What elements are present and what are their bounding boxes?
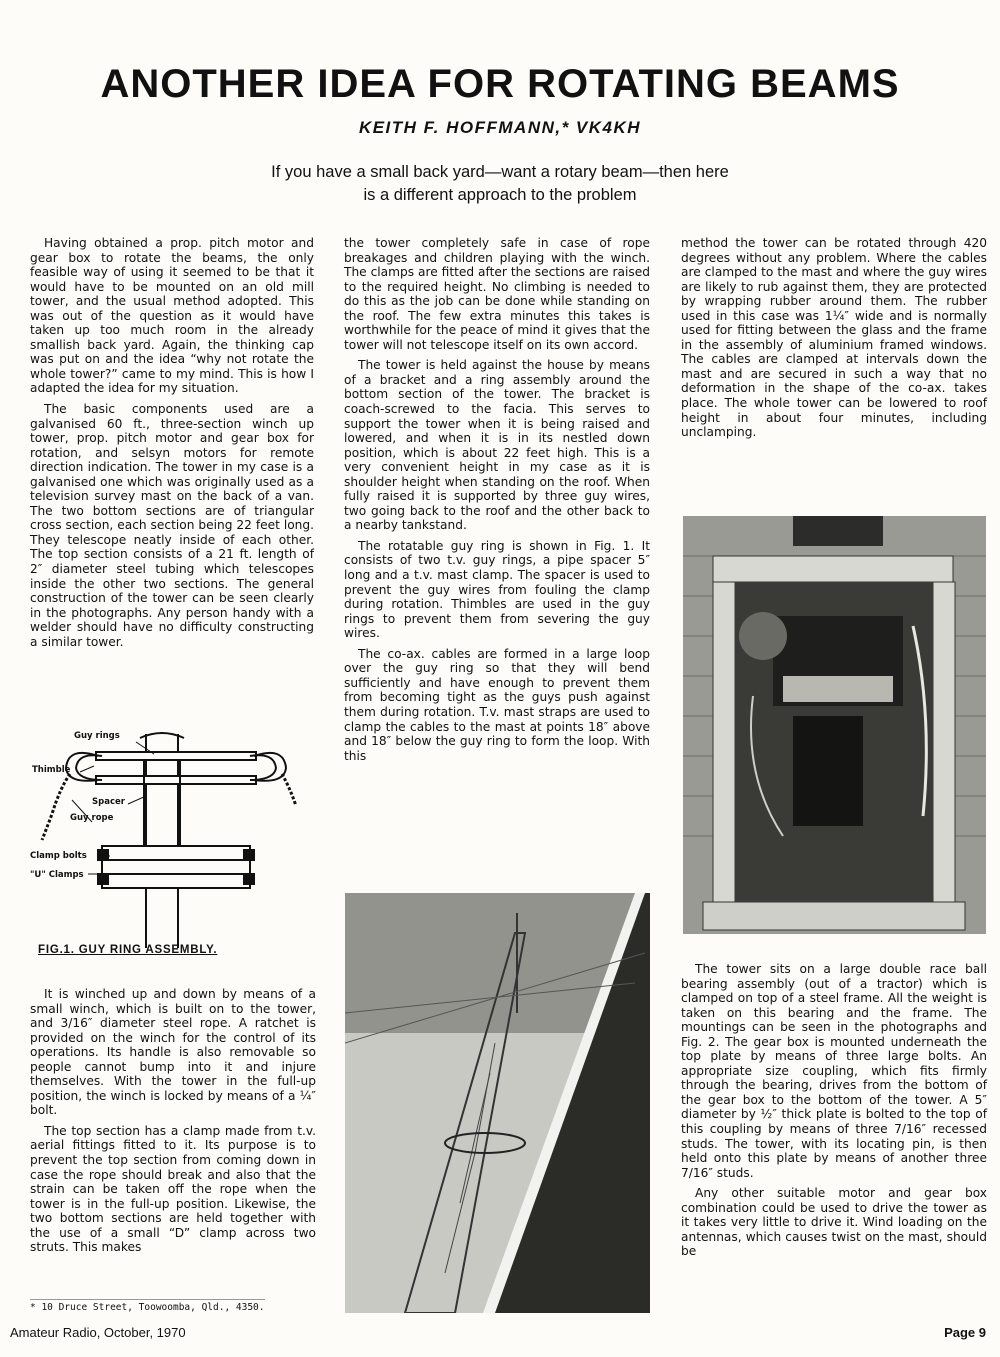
article-subtitle [0,161,1000,207]
article-title: ANOTHER IDEA FOR ROTATING BEAMS [100,62,900,106]
author-footnote: * 10 Druce Street, Toowoomba, Qld., 4350. [30,1299,265,1313]
column-2 [344,236,650,769]
paragraph: The tower is held against the house by means of a bracket and a ring assembly around the bottom section of the tower. The bracket is coach-screwed to the facia. This serves to support the tower when it is being raised and lowered, and when it is in its nestled down position, which is about 22 feet high. This is a very convenient height in my case as it is shoulder height when standing on the roof. When fully raised it is supported by three guy wires, two going back to the roof and the other back to a nearby tankstand. [344,358,650,533]
subtitle-line: If you have a small back yard—want a rotary beam—then here [271,163,729,181]
paragraph: It is winched up and down by means of a small winch, which is built on to the tower, and 3/16″ diameter steel rope. A ratchet is provided on the winch for the control of its operations. Its handle is also removable so people cannot bump into it and injure themselves. With the tower in the full-up position, the winch is locked by means of a ¼″ bolt. [30,987,316,1118]
paragraph: The top section has a clamp made from t.v. aerial fittings fitted to it. Its purpose is to prevent the top section from coming down in case the rope should break and also that the strain can be taken off the rope when the tower is in the full-up position. Likewise, the two bottom sections are held together with the use of a small “D” clamp across two struts. This makes [30,1123,316,1255]
tower-photo [345,893,650,1313]
label-spacer: Spacer [92,797,125,807]
footer-page-number: Page 9 [944,1325,986,1340]
clamp-bolt [244,850,254,860]
guy-ring-assembly-diagram [28,726,316,951]
paragraph: the tower completely safe in case of rope breakages and children playing with the winch. The clamps are fitted after the sections are raised to the required height. No climbing is needed to do this as the job can be done while standing on the roof. The few extra minutes this takes is worthwhile for the peace of mind it gives that the tower will not telescope itself on its own accord. [344,236,650,352]
paragraph: Having obtained a prop. pitch motor and gear box to rotate the beams, the only feasible way of using it seemed to be that it would have to be mounted on an old mill tower, and the usual method adopted. This was out of the question as it would have taken up too much room in the already smallish back yard. Again, the thinking cap was put on and the idea “why not rotate the whole tower?” came to my mind. This is how I adapted the idea for my situation. [30,236,314,396]
paragraph: Any other suitable motor and gear box combination could be used to drive the tower as it takes very little to drive it. Wind loading on the antennas, which causes twist on the mast, should be [681,1186,987,1259]
paragraph: The basic components used are a galvanised 60 ft., three-section winch up tower, prop. pitch motor and gear box for rotation, and selsyn motors for remote direction indication. The tower in my case is a galvanised one which was originally used as a television survey mast on the back of a van. The two bottom sections are of triangular cross section, each section being 22 feet long. They telescope neatly inside of each other. The top section consists of a 21 ft. length of 2″ diameter steel tubing which telescopes inside the other two sections. The general construction of the tower can be seen clearly in the photographs. Any person handy with a welder should have no difficulty constructing a similar tower. [30,402,314,649]
label-u-clamps: "U" Clamps [30,870,84,880]
paragraph: The rotatable guy ring is shown in Fig. 1. It consists of two t.v. guy rings, a pipe spacer 5″ long and a t.v. mast clamp. The spacer is used to prevent the guy wires from fouling the clamp during rotation. Thimbles are used in the guy rings to prevent them from severing the guy wires. [344,538,650,641]
pipe-spacer [144,760,180,852]
clamp-bolt [98,850,108,860]
left-guy-rope [42,774,70,840]
right-guy-rope [282,774,296,806]
clamp-bolt [98,874,108,884]
paragraph: method the tower can be rotated through 420 degrees without any problem. Where the cables are clamped to the mast and where the guy wires are likely to rub against them, they are protected by wrapping rubber around them. The rubber used in this case was 1¼″ wide and is normally used for fitting between the glass and the frame in the assembly of aluminium framed windows. The cables are clamped at intervals down the mast and are secured in such a way that no deformation in the shape of the co-ax. takes place. The whole tower can be lowered to roof height in about four minutes, including unclamping. [681,236,987,440]
lower-guy-ring [96,776,256,784]
column-1-bottom [30,987,316,1261]
label-thimble: Thimble [32,765,71,775]
subtitle-line: is a different approach to the problem [363,186,637,204]
label-clamp-bolts: Clamp bolts [30,851,87,861]
column-3-bottom [681,962,987,1265]
mast-clamp [102,846,250,888]
paragraph: The tower sits on a large double race ball bearing assembly (out of a tractor) which is clamped on top of a steel frame. All the weight is taken on this bearing and the frame. The mountings can be seen in the photographs and Fig. 2. The gear box is mounted underneath the top plate by means of three large bolts. An appropriate size coupling, which fits firmly through the bearing, drives from the bottom of the gear box to the bottom of the tower. A 5″ diameter by ½″ thick plate is bolted to the top of this coupling by means of three 7/16″ recessed studs. The tower, with its locating pin, is then held onto this plate by means of another three 7/16″ studs. [681,962,987,1180]
upper-guy-ring [96,752,256,760]
label-guy-rings: Guy rings [74,731,120,741]
figure-caption: FIG.1. GUY RING ASSEMBLY. [38,944,218,956]
author-byline: KEITH F. HOFFMANN,* VK4KH [358,118,642,137]
footer-publication: Amateur Radio, October, 1970 [10,1325,186,1340]
column-3-top [681,236,987,446]
paragraph: The co-ax. cables are formed in a large loop over the guy ring so that they will bend sufficiently and have enough to prevent them from becoming tight as the guys push against them during rotation. T.v. mast straps are used to clamp the cables to the mast at points 18″ above and 18″ below the guy ring to form the loop. With this [344,646,650,763]
column-1-top [30,236,314,655]
clamp-bolt [244,874,254,884]
gearbox-frame-photo [683,516,986,934]
label-guy-rope: Guy rope [70,813,114,823]
